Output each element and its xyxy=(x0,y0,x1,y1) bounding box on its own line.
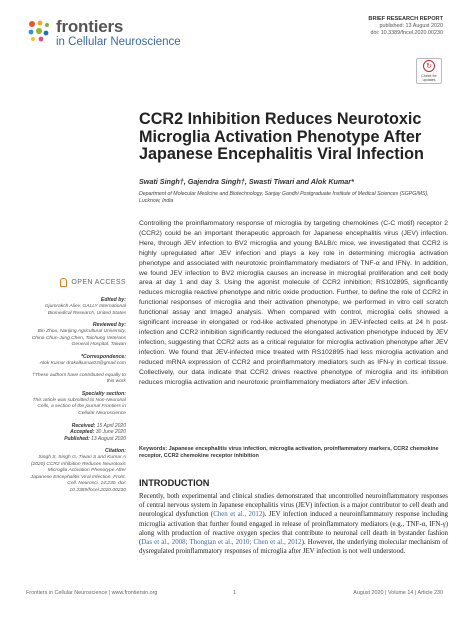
logo-name: frontiers xyxy=(56,17,124,36)
intro-text-1: Recently, both experimental and clinical studies demonstrated that uncontrolled neuroinflammatory responses of central nervous system in Japanese encephalitis virus (JEV) infection is a major contributor to cell death and neurological dysfunction ( xyxy=(139,493,448,519)
edited-by-label: Edited by: xyxy=(100,297,126,303)
open-access-badge xyxy=(26,278,126,287)
author-list[interactable]: Swati Singh†, Gajendra Singh†, Swasti Tiwari and Alok Kumar* xyxy=(139,177,354,186)
equal-contribution-note xyxy=(26,373,126,386)
citation-text: Singh S, Singh G, Tiwari S and Kumar A (2020) CCR2 Inhibition Reduces Neurotoxic Microglia Activation Phenotype After Japanese Encephalitis Viral Infection. Front. Cell. Neurosci. 14:230. doi: 10.3389/fncel.2020.00230 xyxy=(30,454,126,493)
reviewer-names: Bin Zhou, Nanjing Agricultural University, China Chun-Jung Chen, Taichung Veterans General Hospital, Taiwan xyxy=(31,329,126,348)
citation xyxy=(26,448,126,495)
specialty-label: Specialty section: xyxy=(81,390,126,397)
accepted-label: Accepted: xyxy=(70,429,95,436)
abstract: Controlling the proinflammatory response of microglia by targeting chemokines (C-C motif) receptor 2 (CCR2) could be an important therapeutic approach for Japanese encephalitis virus (JEV) infection. Here, through JEV infection to BV2 microglia and young BALB/c mice, we investigated that CCR2 is highly upregulated after JEV infection and plays a key role in determining microglia activation phenotype and associated with neurotoxic proinflammatory mediators of TNF-α and IFNγ. In addition, we found JEV infection to BV2 microglia causes an increase in microglial proliferation and cell body area at day 1 and day 3. Using the agonist molecule of CCR2 inhibition; RS102895, significantly reduces microglia reactive phenotype and nitric oxide production. Further, to define the role of CCR2 in functional responses of microglia and their activation phenotype, we performed in vitro cell scratch functional assay and ImageJ analysis. When compared with control, microglia cells showed a significant increase in elongated or rod-like activated phenotype in JEV-infected cells at 24 h post-infection and CCR2 inhibition significantly reduced the elongated activation phenotype induced by JEV infection, suggesting that CCR2 acts as a critical regulator for microglia activation phenotype after JEV infection. We found that JEV-infected mice treated with RS102895 had less microglia activation and reduced mRNA expression of CCR2 and proinflammatory mediators such as IFN-γ in cortical tissue. Collectively, our data indicate that CCR2 drives reactive phenotype of microglia and its inhibition reduces microglia activation and neurotoxic proinflammatory mediators after JEV infection. xyxy=(139,220,448,386)
published-label: Published: xyxy=(64,436,90,443)
published-date-side xyxy=(26,436,126,443)
keywords xyxy=(139,446,448,460)
received-date xyxy=(26,423,126,430)
article-type: BRIEF RESEARCH REPORT xyxy=(368,16,443,22)
page-number: 1 xyxy=(233,590,236,596)
footer-journal[interactable]: Frontiers in Cellular Neuroscience | www.frontiersin.org xyxy=(26,590,158,596)
edited-by xyxy=(26,297,126,317)
page-footer xyxy=(26,590,443,596)
editor-name: Gjumrakch Aliev, GALLY International Biomedical Research, United States xyxy=(44,304,126,316)
journal-name: in Cellular Neuroscience xyxy=(56,36,181,48)
check-for-updates-button[interactable] xyxy=(416,58,442,84)
reviewed-by xyxy=(26,322,126,349)
check-for-updates-label: Check for updates xyxy=(421,74,437,82)
article-sidebar xyxy=(26,278,126,499)
frontiers-logo-icon xyxy=(26,18,52,44)
keywords-label: Keywords: xyxy=(139,446,168,452)
doi-link[interactable]: doi: 10.3389/fncel.2020.00230 xyxy=(370,29,443,36)
footer-volume: August 2020 | Volume 14 | Article 230 xyxy=(353,590,443,596)
correspondence-contact[interactable]: Alok Kumar drakalkumar03@gmail.com xyxy=(39,360,126,366)
update-icon: ↻ xyxy=(423,60,435,72)
correspondence xyxy=(26,354,126,368)
specialty-section xyxy=(26,391,126,418)
citation-link[interactable]: Chen et al., 2012 xyxy=(213,511,263,519)
correspondence-label: *Correspondence: xyxy=(81,353,126,360)
citation-link[interactable]: Das et al., 2008; Thongtan et al., 2010; Chen et al., 2012 xyxy=(141,539,302,547)
intro-text-2: ). JEV infection induced a neuroinflammatory response including microglia activation that further found engaged in release of proinflammatory mediators (e.g., TNF-α, IFN-γ) along with production of reactive oxygen species that contribute to neuronal cell death in bystander fashion ( xyxy=(139,511,449,547)
introduction-paragraph xyxy=(139,492,448,556)
article-meta xyxy=(368,16,443,36)
received-value: 15 April 2020 xyxy=(96,422,126,429)
specialty-text: This article was submitted to Non-Neuronal Cells, a section of the journal Frontiers in Cellular Neuroscience xyxy=(32,397,126,416)
equal-contribution-text: †These authors have contributed equally to this work xyxy=(32,372,126,385)
open-lock-icon xyxy=(60,278,67,287)
article-title: CCR2 Inhibition Reduces Neurotoxic Microglia Activation Phenotype After Japanese Encephalitis Viral Infection xyxy=(139,110,424,163)
citation-label: Citation: xyxy=(104,447,126,454)
keywords-text: Japanese encephalitis virus infection, microglia activation, proinflammatory markers, CCR2 chemokine receptor, CCR2 chemokine receptor inhibition xyxy=(139,446,439,459)
intro-text-3: ). However, the underlying molecular mechanism of dysregulated proinflammatory responses of microglia after JEV infection is not well understood. xyxy=(139,539,448,556)
open-access-label: OPEN ACCESS xyxy=(71,279,126,286)
article-dates xyxy=(26,423,126,443)
published-value: 13 August 2020 xyxy=(91,436,126,443)
reviewed-by-label: Reviewed by: xyxy=(92,322,126,329)
affiliation: Department of Molecular Medicine and Biotechnology, Sanjay Gandhi Postgraduate Institute of Medical Sciences (SGPGIMS), Lucknow, India xyxy=(139,191,429,204)
received-label: Received: xyxy=(71,422,96,429)
accepted-date xyxy=(26,429,126,436)
journal-logo xyxy=(26,16,186,52)
accepted-value: 30 June 2020 xyxy=(95,429,126,436)
introduction-heading: INTRODUCTION xyxy=(139,478,210,488)
published-date: published: 13 August 2020 xyxy=(379,22,443,29)
